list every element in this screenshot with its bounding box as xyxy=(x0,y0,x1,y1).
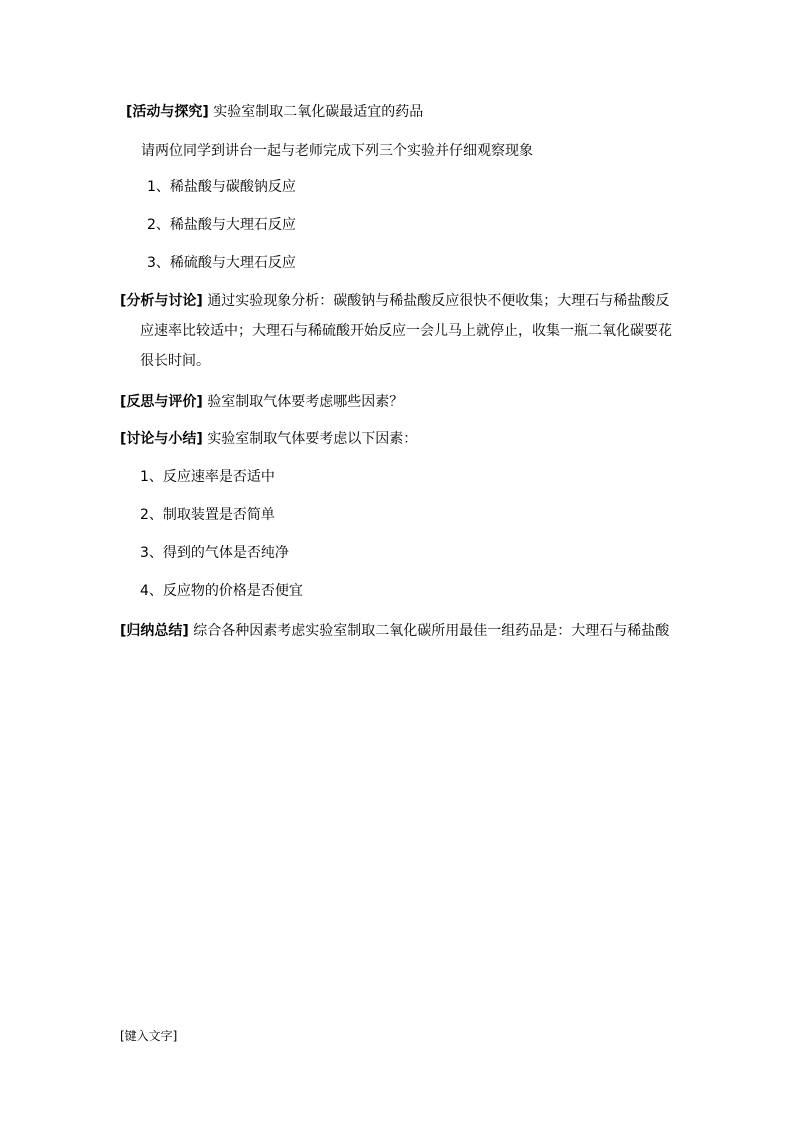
discussion-text: 实验室制取气体要考虑以下因素： xyxy=(207,431,418,447)
activity-title: 实验室制取二氧化碳最适宜的药品 xyxy=(213,104,424,120)
summary-heading: [归纳总结] xyxy=(120,623,189,639)
discussion-item-3: 3、得到的气体是否纯净 xyxy=(140,545,289,561)
summary-text: 综合各种因素考虑实验室制取二氧化碳所用最佳一组药品是：大理石与稀盐酸 xyxy=(193,623,670,639)
reflection-text: 验室制取气体要考虑哪些因素？ xyxy=(207,394,404,410)
summary-line xyxy=(120,621,669,641)
activity-item-2: 2、稀盐酸与大理石反应 xyxy=(147,217,296,233)
activity-item-1: 1、稀盐酸与碳酸钠反应 xyxy=(147,179,296,195)
activity-intro: 请两位同学到讲台一起与老师完成下列三个实验并仔细观察现象 xyxy=(141,143,533,159)
discussion-item-1: 1、反应速率是否适中 xyxy=(140,469,275,485)
footer-placeholder[interactable]: [键入文字] xyxy=(120,1029,178,1043)
activity-line xyxy=(126,102,423,122)
discussion-item-2: 2、制取装置是否简单 xyxy=(140,507,275,523)
analysis-heading: [分析与讨论] xyxy=(120,293,203,309)
analysis-line-2: 应速率比较适中；大理石与稀硫酸开始反应一会儿马上就停止，收集一瓶二氧化碳要花 xyxy=(140,323,672,339)
analysis-text-1: 通过实验现象分析：碳酸钠与稀盐酸反应很快不便收集；大理石与稀盐酸反 xyxy=(207,293,670,309)
analysis-line-1 xyxy=(120,291,669,311)
discussion-heading: [讨论与小结] xyxy=(120,431,203,447)
reflection-heading: [反思与评价] xyxy=(120,394,203,410)
analysis-line-3: 很长时间。 xyxy=(140,353,210,369)
discussion-item-4: 4、反应物的价格是否便宜 xyxy=(140,583,303,599)
reflection-line xyxy=(120,392,403,412)
activity-heading: [活动与探究] xyxy=(126,104,209,120)
discussion-line xyxy=(120,429,417,449)
activity-item-3: 3、稀硫酸与大理石反应 xyxy=(147,255,296,271)
